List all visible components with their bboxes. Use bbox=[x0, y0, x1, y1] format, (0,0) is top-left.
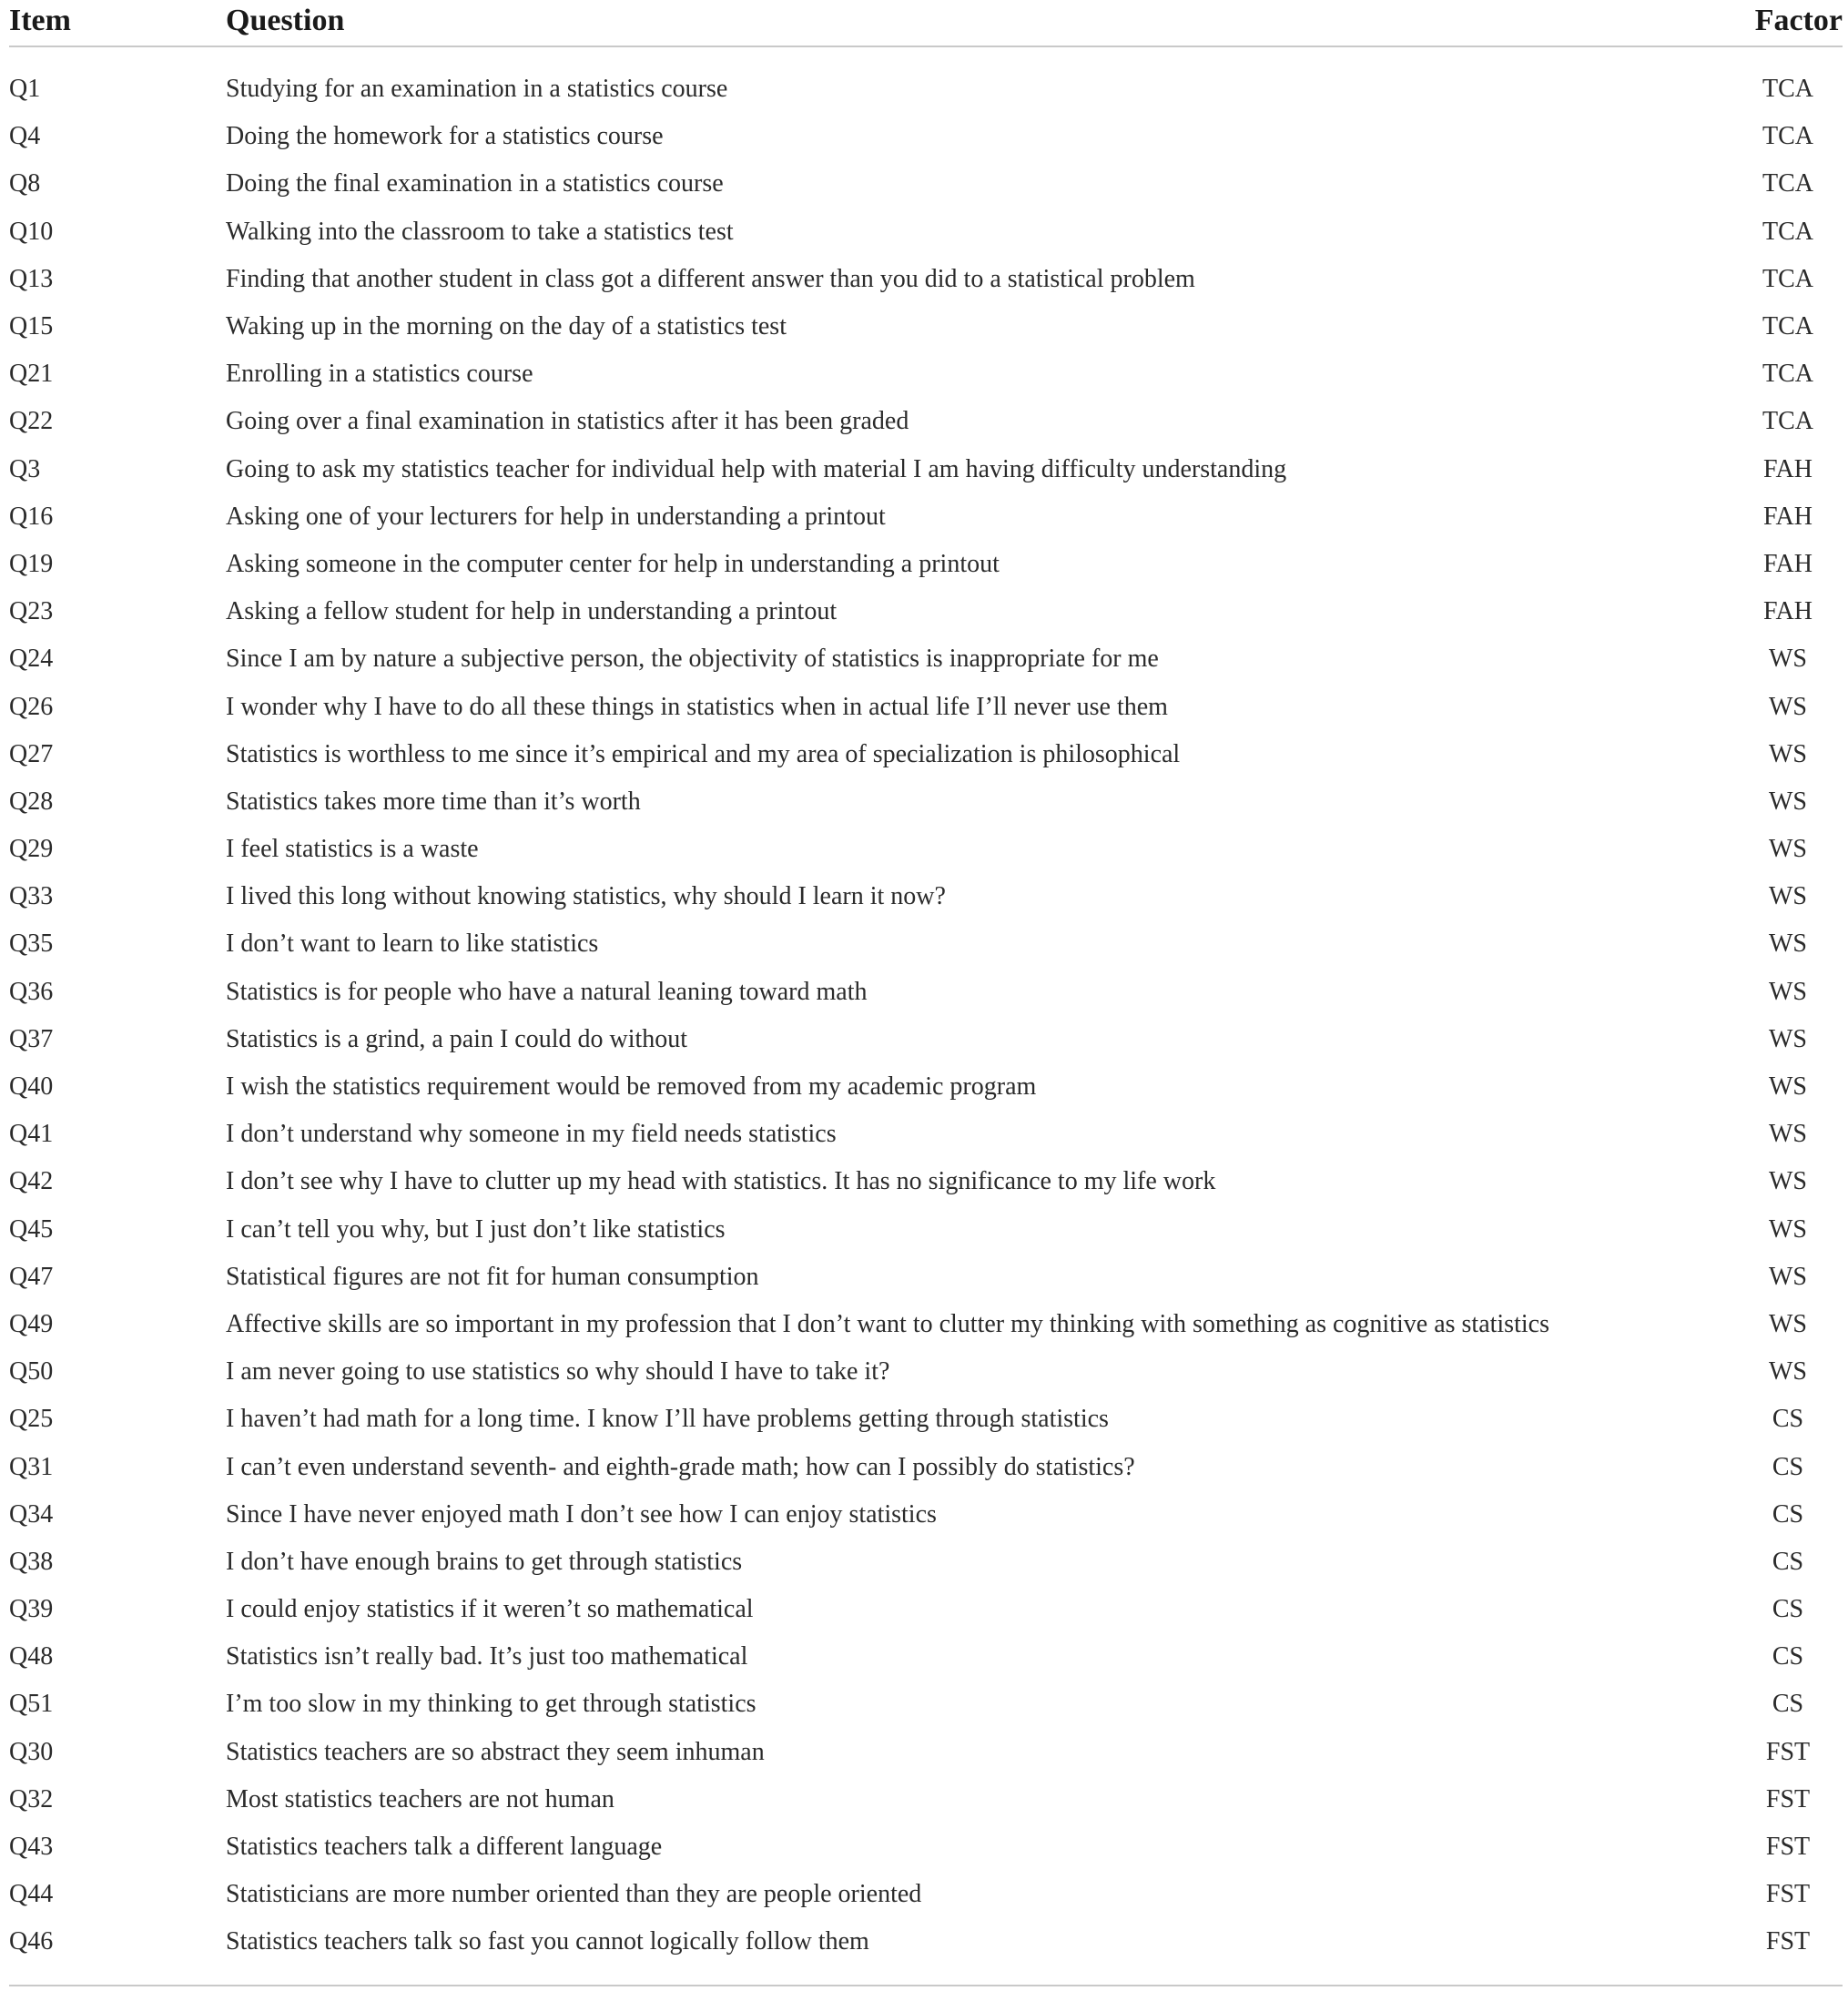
cell-factor: WS bbox=[1769, 835, 1807, 864]
cell-question: I’m too slow in my thinking to get through statistics bbox=[226, 1690, 756, 1719]
cell-question: Statistics isn’t really bad. It’s just too mathematical bbox=[226, 1642, 748, 1671]
cell-factor: WS bbox=[1769, 645, 1807, 674]
cell-item: Q25 bbox=[9, 1405, 54, 1434]
table-row bbox=[9, 873, 1843, 920]
cell-item: Q31 bbox=[9, 1452, 54, 1481]
cell-question: I can’t tell you why, but I just don’t like statistics bbox=[226, 1214, 726, 1244]
cell-question: I wish the statistics requirement would be removed from my academic program bbox=[226, 1072, 1037, 1102]
table-row bbox=[9, 1539, 1843, 1586]
cell-question: I could enjoy statistics if it weren’t so mathematical bbox=[226, 1595, 754, 1624]
cell-question: Affective skills are so important in my profession that I don’t want to clutter my thinking with something as cognitive as statistics bbox=[226, 1309, 1549, 1338]
cell-question: I lived this long without knowing statistics, why should I learn it now? bbox=[226, 882, 946, 911]
cell-item: Q46 bbox=[9, 1927, 54, 1956]
cell-item: Q16 bbox=[9, 502, 54, 531]
table-row bbox=[9, 826, 1843, 873]
cell-question: Doing the homework for a statistics course bbox=[226, 122, 664, 151]
table-row bbox=[9, 1918, 1843, 1966]
items-table bbox=[9, 0, 1843, 1966]
cell-factor: TCA bbox=[1762, 75, 1813, 104]
table-row bbox=[9, 1206, 1843, 1254]
cell-question: I don’t want to learn to like statistics bbox=[226, 929, 599, 959]
cell-question: Since I am by nature a subjective person, the objectivity of statistics is inappropriate for me bbox=[226, 645, 1159, 674]
column-header-factor: Factor bbox=[1754, 4, 1843, 37]
table-row bbox=[9, 683, 1843, 730]
items-table-container bbox=[9, 0, 1843, 1966]
table-header bbox=[9, 0, 1843, 46]
cell-factor: CS bbox=[1772, 1547, 1804, 1576]
table-row bbox=[9, 350, 1843, 398]
cell-item: Q38 bbox=[9, 1547, 54, 1576]
cell-factor: TCA bbox=[1762, 360, 1813, 389]
cell-question: Statistics teachers talk a different language bbox=[226, 1833, 663, 1862]
cell-question: Going over a final examination in statistics after it has been graded bbox=[226, 407, 909, 436]
header-row bbox=[9, 0, 1843, 46]
table-row bbox=[9, 303, 1843, 350]
cell-question: Most statistics teachers are not human bbox=[226, 1784, 614, 1813]
cell-factor: WS bbox=[1769, 1357, 1807, 1387]
cell-item: Q42 bbox=[9, 1167, 54, 1196]
cell-factor: WS bbox=[1769, 1214, 1807, 1244]
table-row bbox=[9, 256, 1843, 303]
cell-factor: CS bbox=[1772, 1405, 1804, 1434]
column-header-question: Question bbox=[226, 4, 345, 37]
table-row bbox=[9, 1016, 1843, 1063]
cell-item: Q30 bbox=[9, 1737, 54, 1766]
cell-factor: TCA bbox=[1762, 122, 1813, 151]
cell-item: Q10 bbox=[9, 217, 54, 246]
cell-item: Q43 bbox=[9, 1833, 54, 1862]
cell-question: I don’t have enough brains to get through statistics bbox=[226, 1547, 743, 1576]
cell-question: Studying for an examination in a statistics course bbox=[226, 75, 728, 104]
cell-question: Finding that another student in class got a different answer than you did to a statistical problem bbox=[226, 264, 1195, 293]
cell-item: Q33 bbox=[9, 882, 54, 911]
cell-factor: FST bbox=[1765, 1784, 1811, 1813]
cell-question: I am never going to use statistics so why should I have to take it? bbox=[226, 1357, 890, 1387]
column-header-item: Item bbox=[9, 4, 71, 37]
table-row bbox=[9, 493, 1843, 541]
cell-item: Q37 bbox=[9, 1024, 54, 1053]
cell-factor: CS bbox=[1772, 1499, 1804, 1529]
table-row bbox=[9, 1158, 1843, 1205]
cell-question: Asking one of your lecturers for help in understanding a printout bbox=[226, 502, 886, 531]
cell-factor: TCA bbox=[1762, 407, 1813, 436]
cell-factor: WS bbox=[1769, 1072, 1807, 1102]
cell-factor: WS bbox=[1769, 692, 1807, 721]
cell-item: Q8 bbox=[9, 169, 41, 198]
cell-factor: FAH bbox=[1763, 597, 1812, 626]
cell-question: I don’t see why I have to clutter up my head with statistics. It has no significance to my life work bbox=[226, 1167, 1216, 1196]
table-row bbox=[9, 1491, 1843, 1539]
cell-item: Q19 bbox=[9, 549, 54, 578]
cell-factor: CS bbox=[1772, 1452, 1804, 1481]
cell-item: Q28 bbox=[9, 787, 54, 816]
cell-question: Statistics is a grind, a pain I could do without bbox=[226, 1024, 688, 1053]
cell-factor: FAH bbox=[1763, 454, 1812, 483]
cell-question: Since I have never enjoyed math I don’t see how I can enjoy statistics bbox=[226, 1499, 937, 1529]
table-row bbox=[9, 1633, 1843, 1681]
cell-factor: WS bbox=[1769, 977, 1807, 1006]
cell-item: Q51 bbox=[9, 1690, 54, 1719]
cell-question: Asking someone in the computer center for help in understanding a printout bbox=[226, 549, 1000, 578]
cell-item: Q27 bbox=[9, 739, 54, 768]
cell-factor: WS bbox=[1769, 787, 1807, 816]
cell-item: Q22 bbox=[9, 407, 54, 436]
cell-question: Walking into the classroom to take a statistics test bbox=[226, 217, 734, 246]
table-row bbox=[9, 1443, 1843, 1490]
cell-factor: FST bbox=[1765, 1927, 1811, 1956]
table-row bbox=[9, 1586, 1843, 1633]
cell-item: Q45 bbox=[9, 1214, 54, 1244]
table-row bbox=[9, 1681, 1843, 1728]
table-row bbox=[9, 1111, 1843, 1158]
table-row bbox=[9, 778, 1843, 826]
cell-factor: WS bbox=[1769, 882, 1807, 911]
cell-item: Q3 bbox=[9, 454, 41, 483]
table-row bbox=[9, 1348, 1843, 1396]
cell-factor: WS bbox=[1769, 1262, 1807, 1291]
cell-item: Q50 bbox=[9, 1357, 54, 1387]
table-row bbox=[9, 920, 1843, 968]
table-row bbox=[9, 635, 1843, 683]
cell-question: Statistics teachers talk so fast you cannot logically follow them bbox=[226, 1927, 869, 1956]
table-row bbox=[9, 1396, 1843, 1443]
table-row bbox=[9, 1871, 1843, 1918]
cell-factor: CS bbox=[1772, 1595, 1804, 1624]
cell-item: Q21 bbox=[9, 360, 54, 389]
cell-question: Asking a fellow student for help in understanding a printout bbox=[226, 597, 838, 626]
cell-item: Q4 bbox=[9, 122, 41, 151]
cell-item: Q41 bbox=[9, 1120, 54, 1149]
table-row bbox=[9, 113, 1843, 160]
table-row bbox=[9, 1254, 1843, 1301]
cell-item: Q40 bbox=[9, 1072, 54, 1102]
table-row bbox=[9, 541, 1843, 588]
cell-item: Q29 bbox=[9, 835, 54, 864]
cell-factor: WS bbox=[1769, 1309, 1807, 1338]
table-row bbox=[9, 588, 1843, 635]
cell-factor: TCA bbox=[1762, 312, 1813, 341]
cell-item: Q1 bbox=[9, 75, 41, 104]
cell-factor: FST bbox=[1765, 1737, 1811, 1766]
cell-item: Q34 bbox=[9, 1499, 54, 1529]
table-row bbox=[9, 969, 1843, 1016]
cell-question: I feel statistics is a waste bbox=[226, 835, 479, 864]
cell-question: Statistics is for people who have a natural leaning toward math bbox=[226, 977, 868, 1006]
cell-factor: WS bbox=[1769, 929, 1807, 959]
cell-item: Q15 bbox=[9, 312, 54, 341]
cell-factor: TCA bbox=[1762, 169, 1813, 198]
cell-item: Q35 bbox=[9, 929, 54, 959]
table-row bbox=[9, 160, 1843, 208]
cell-question: Statistical figures are not fit for human consumption bbox=[226, 1262, 759, 1291]
bottom-rule bbox=[9, 1985, 1843, 1986]
cell-question: Statistics takes more time than it’s worth bbox=[226, 787, 641, 816]
cell-item: Q49 bbox=[9, 1309, 54, 1338]
cell-factor: TCA bbox=[1762, 217, 1813, 246]
cell-factor: FST bbox=[1765, 1833, 1811, 1862]
cell-item: Q24 bbox=[9, 645, 54, 674]
cell-question: Statisticians are more number oriented than they are people oriented bbox=[226, 1880, 922, 1909]
cell-item: Q26 bbox=[9, 692, 54, 721]
header-spacer bbox=[9, 46, 1843, 66]
table-row bbox=[9, 398, 1843, 445]
cell-factor: WS bbox=[1769, 1167, 1807, 1196]
cell-question: Enrolling in a statistics course bbox=[226, 360, 533, 389]
cell-factor: CS bbox=[1772, 1642, 1804, 1671]
table-row bbox=[9, 66, 1843, 113]
table-row bbox=[9, 1063, 1843, 1111]
cell-question: Going to ask my statistics teacher for individual help with material I am having difficulty understanding bbox=[226, 454, 1287, 483]
table-row bbox=[9, 731, 1843, 778]
table-row bbox=[9, 446, 1843, 493]
table-row bbox=[9, 1776, 1843, 1823]
cell-question: Waking up in the morning on the day of a statistics test bbox=[226, 312, 787, 341]
cell-item: Q32 bbox=[9, 1784, 54, 1813]
cell-item: Q39 bbox=[9, 1595, 54, 1624]
table-row bbox=[9, 1729, 1843, 1776]
table-body bbox=[9, 46, 1843, 1966]
cell-item: Q44 bbox=[9, 1880, 54, 1909]
cell-factor: FAH bbox=[1763, 549, 1812, 578]
cell-question: Doing the final examination in a statistics course bbox=[226, 169, 724, 198]
cell-factor: FAH bbox=[1763, 502, 1812, 531]
cell-factor: FST bbox=[1765, 1880, 1811, 1909]
cell-question: I don’t understand why someone in my field needs statistics bbox=[226, 1120, 837, 1149]
cell-factor: CS bbox=[1772, 1690, 1804, 1719]
cell-factor: WS bbox=[1769, 1120, 1807, 1149]
table-row bbox=[9, 1823, 1843, 1871]
cell-item: Q13 bbox=[9, 264, 54, 293]
cell-question: Statistics is worthless to me since it’s empirical and my area of specialization is philosophical bbox=[226, 739, 1181, 768]
cell-question: I haven’t had math for a long time. I know I’ll have problems getting through statistics bbox=[226, 1405, 1109, 1434]
table-row bbox=[9, 1301, 1843, 1348]
cell-factor: TCA bbox=[1762, 264, 1813, 293]
cell-item: Q47 bbox=[9, 1262, 54, 1291]
cell-question: Statistics teachers are so abstract they seem inhuman bbox=[226, 1737, 765, 1766]
cell-factor: WS bbox=[1769, 1024, 1807, 1053]
cell-question: I can’t even understand seventh- and eighth-grade math; how can I possibly do statistics? bbox=[226, 1452, 1135, 1481]
cell-question: I wonder why I have to do all these things in statistics when in actual life I’ll never use them bbox=[226, 692, 1168, 721]
table-row bbox=[9, 208, 1843, 256]
cell-item: Q23 bbox=[9, 597, 54, 626]
cell-item: Q48 bbox=[9, 1642, 54, 1671]
cell-item: Q36 bbox=[9, 977, 54, 1006]
cell-factor: WS bbox=[1769, 739, 1807, 768]
